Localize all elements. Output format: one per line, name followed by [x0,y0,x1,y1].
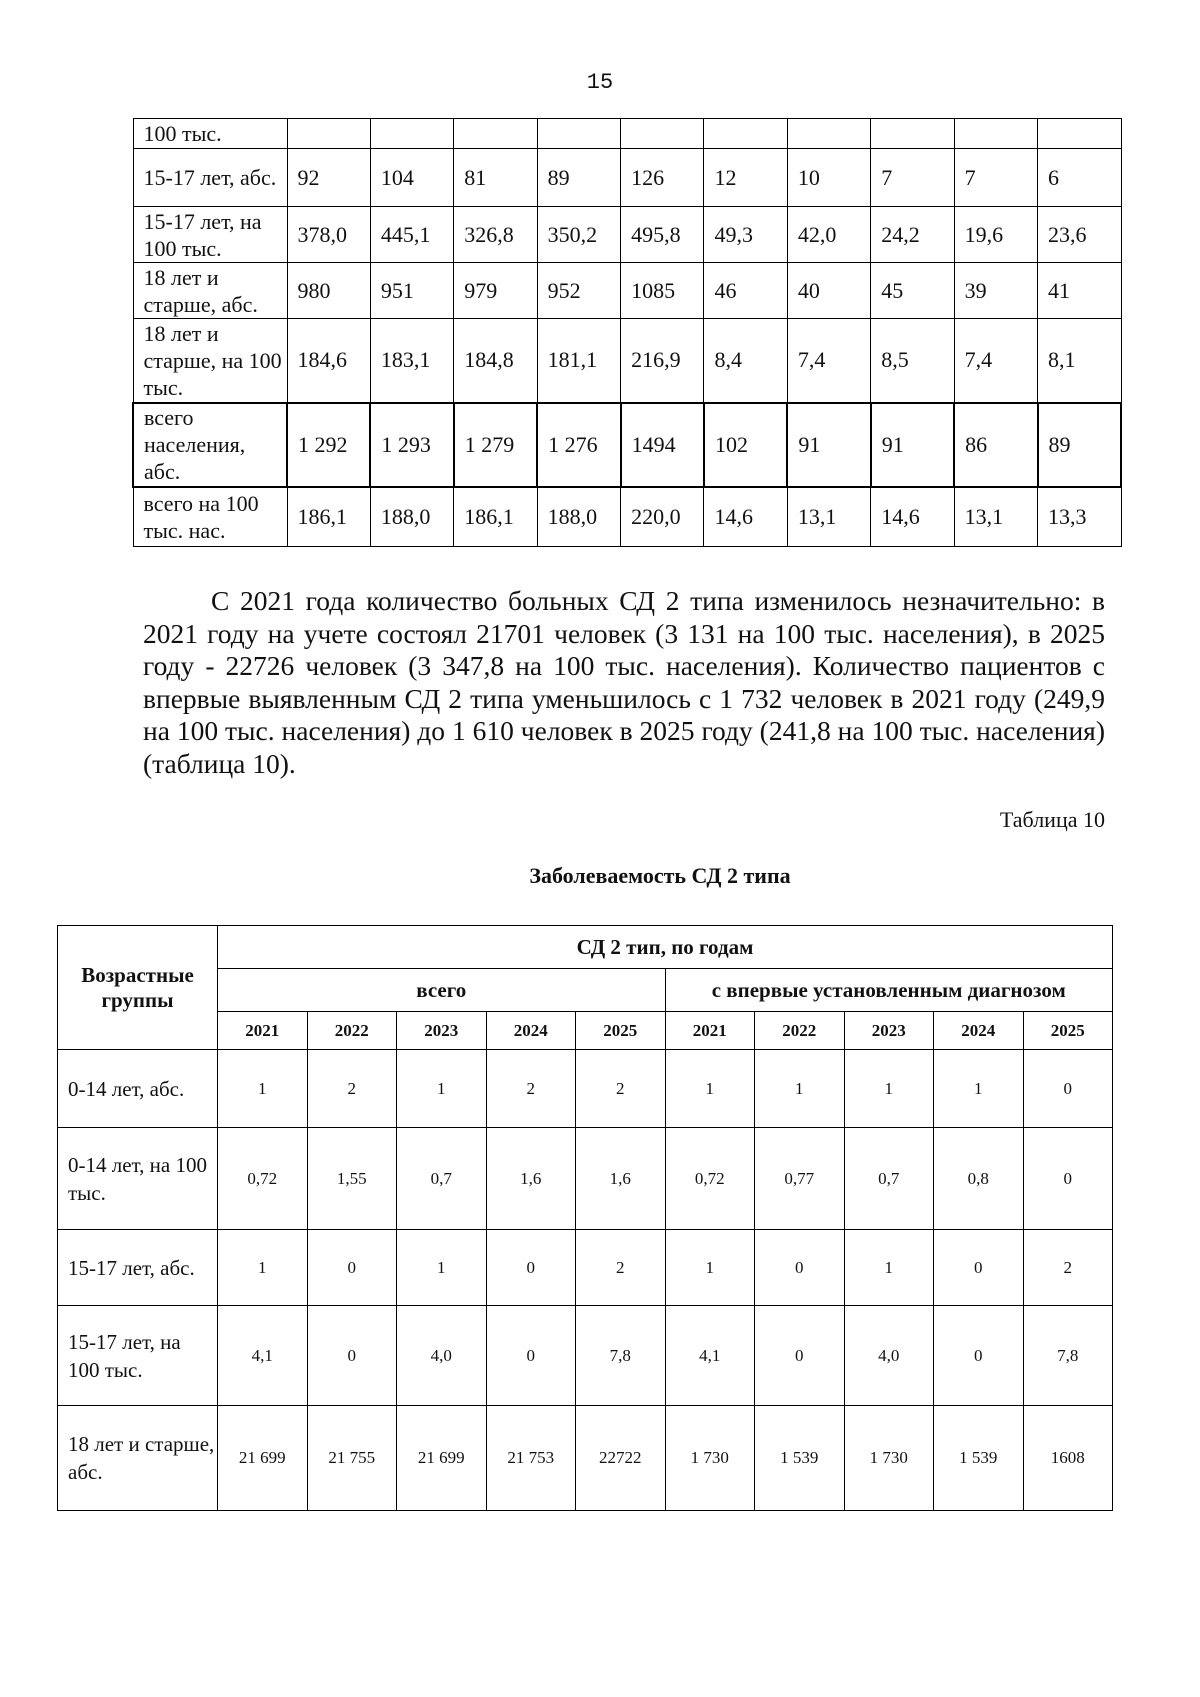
table-cell: 980 [287,263,370,319]
table-cell: 0 [755,1230,845,1306]
table-row [133,403,1121,487]
table-cell: 0,77 [755,1128,845,1230]
table-cell: 0 [307,1306,397,1406]
table-cell: 495,8 [621,207,704,263]
table-title: Заболеваемость СД 2 типа [529,863,791,888]
table-cell: 6 [1038,149,1121,207]
table-cell [537,119,620,149]
table-cell: 1 [665,1230,755,1306]
table-cell: 14,6 [871,487,954,547]
table-cell: 1 730 [844,1406,934,1511]
table-cell: 2 [576,1230,666,1306]
table-caption: Таблица 10 [999,807,1105,832]
table-cell: 1 [844,1230,934,1306]
table-cell: 1 [665,1050,755,1128]
table-cell: 952 [537,263,620,319]
year-header: 2025 [576,1012,666,1050]
table-cell: 1608 [1023,1406,1113,1511]
table-cell: 181,1 [537,319,620,403]
table-cell: 951 [370,263,453,319]
table-cell: 1 [934,1050,1024,1128]
table-cell: 0 [486,1306,576,1406]
table-cell: 184,6 [287,319,370,403]
row-label: 0-14 лет, абс. [58,1050,218,1128]
table-cell: 46 [704,263,787,319]
table-row [133,119,1121,149]
table-cell: 0,7 [844,1128,934,1230]
table-cell: 184,8 [454,319,537,403]
table-cell: 1 [218,1230,308,1306]
table-cell: 0 [486,1230,576,1306]
year-header: 2022 [307,1012,397,1050]
table-cell: 91 [787,403,870,487]
table-row [133,263,1121,319]
table-cell: 4,1 [665,1306,755,1406]
year-header: 2023 [397,1012,487,1050]
row-label: 15-17 лет, абс. [58,1230,218,1306]
table-cell: 188,0 [537,487,620,547]
table-cell: 378,0 [287,207,370,263]
table-cell: 1494 [621,403,704,487]
table-cell: 2 [576,1050,666,1128]
row-label: 18 лет и старше, абс. [58,1406,218,1511]
table-cell: 92 [287,149,370,207]
table-cell: 1,6 [576,1128,666,1230]
table-cell: 0 [1023,1128,1113,1230]
table-cell: 10 [787,149,870,207]
table-cell: 8,5 [871,319,954,403]
row-label: 15-17 лет, на 100 тыс. [133,207,287,263]
year-header: 2024 [934,1012,1024,1050]
table-cell: 41 [1038,263,1121,319]
age-groups-header: Возрастные группы [58,926,218,1050]
body-paragraph: С 2021 года количество больных СД 2 типа изменилось незначительно: в 2021 году на учете состоял 21701 человек (3 131 на 100 тыс. населения), в 2025 году - 22726 человек (3 347,8 на 100 тыс. населения). Количество пациентов с впервые выявленным СД 2 типа уменьшилось с 1 732 человек в 2021 году (249,9 на 100 тыс. населения) до 1 610 человек в 2025 году (241,8 на 100 тыс. населения) (таблица 10). [143,585,1105,779]
table-cell: 23,6 [1038,207,1121,263]
table-cell: 21 699 [218,1406,308,1511]
row-label: 100 тыс. [133,119,287,149]
table-cell: 4,0 [844,1306,934,1406]
table-cell: 13,3 [1038,487,1121,547]
table-cell: 188,0 [370,487,453,547]
table-cell: 1 730 [665,1406,755,1511]
table-cell: 0 [755,1306,845,1406]
table-cell: 979 [454,263,537,319]
table-cell: 7,4 [954,319,1037,403]
table-cell [454,119,537,149]
table-cell: 1 [397,1230,487,1306]
table-cell: 1 293 [370,403,453,487]
table-cell: 1 539 [755,1406,845,1511]
table-row [133,487,1121,547]
table-row [58,1128,1113,1230]
table-cell [621,119,704,149]
group-new-header: с впервые установленным диагнозом [665,969,1113,1012]
table-row [58,1050,1113,1128]
table-cell: 1 279 [454,403,537,487]
table-cell: 14,6 [704,487,787,547]
table-cell: 1 [755,1050,845,1128]
row-label: 15-17 лет, абс. [133,149,287,207]
table-cell: 40 [787,263,870,319]
table-cell: 104 [370,149,453,207]
table-cell: 8,4 [704,319,787,403]
table-cell: 183,1 [370,319,453,403]
table-cell: 21 699 [397,1406,487,1511]
table-cell: 1 292 [287,403,370,487]
table-cell: 7 [871,149,954,207]
row-label: всего на 100 тыс. нас. [133,487,287,547]
table-cell: 445,1 [370,207,453,263]
table-cell: 42,0 [787,207,870,263]
incidence-table [57,925,1113,1511]
year-header: 2023 [844,1012,934,1050]
main-header: СД 2 тип, по годам [218,926,1113,969]
table-cell: 8,1 [1038,319,1121,403]
table-cell: 7,8 [1023,1306,1113,1406]
table-cell: 0 [307,1230,397,1306]
year-header: 2024 [486,1012,576,1050]
table-cell: 91 [871,403,954,487]
row-label: 18 лет и старше, на 100 тыс. [133,319,287,403]
table-cell: 19,6 [954,207,1037,263]
table-cell: 102 [704,403,787,487]
table-cell: 7,8 [576,1306,666,1406]
table-cell: 22722 [576,1406,666,1511]
table-cell: 0 [1023,1050,1113,1128]
table-cell: 350,2 [537,207,620,263]
year-header: 2021 [218,1012,308,1050]
table-continuation [132,118,1122,547]
table-cell: 45 [871,263,954,319]
row-label: 18 лет и старше, абс. [133,263,287,319]
table-cell: 326,8 [454,207,537,263]
table-cell: 1 [397,1050,487,1128]
table-cell [871,119,954,149]
table-cell: 186,1 [454,487,537,547]
table-cell [1038,119,1121,149]
table-cell: 7 [954,149,1037,207]
table-cell: 39 [954,263,1037,319]
table-cell [954,119,1037,149]
table-cell: 0 [934,1306,1024,1406]
page-number: 15 [586,70,614,95]
table-cell: 7,4 [787,319,870,403]
table-cell: 1085 [621,263,704,319]
table-row [58,1406,1113,1511]
table-cell: 126 [621,149,704,207]
table-cell: 2 [1023,1230,1113,1306]
table-cell: 2 [486,1050,576,1128]
table-cell: 86 [954,403,1037,487]
group-total-header: всего [218,969,666,1012]
table-cell: 0,72 [218,1128,308,1230]
table-cell [370,119,453,149]
table-row [133,207,1121,263]
table-cell: 0,7 [397,1128,487,1230]
table-cell: 1,55 [307,1128,397,1230]
table-cell: 21 755 [307,1406,397,1511]
year-header: 2022 [755,1012,845,1050]
table-cell: 1 [844,1050,934,1128]
table-row [58,1230,1113,1306]
table-row [133,149,1121,207]
year-header: 2025 [1023,1012,1113,1050]
row-label: 0-14 лет, на 100 тыс. [58,1128,218,1230]
table-cell: 0 [934,1230,1024,1306]
year-header: 2021 [665,1012,755,1050]
table-cell: 220,0 [621,487,704,547]
table-cell: 13,1 [787,487,870,547]
table-cell: 24,2 [871,207,954,263]
table-cell: 81 [454,149,537,207]
table-cell: 4,1 [218,1306,308,1406]
row-label: 15-17 лет, на 100 тыс. [58,1306,218,1406]
table-cell: 216,9 [621,319,704,403]
table-cell: 1 [218,1050,308,1128]
table-cell: 89 [1038,403,1121,487]
table-cell [704,119,787,149]
table-cell: 0,72 [665,1128,755,1230]
table-cell: 89 [537,149,620,207]
table-cell: 1 539 [934,1406,1024,1511]
table-cell: 13,1 [954,487,1037,547]
table-cell: 0,8 [934,1128,1024,1230]
table-cell: 2 [307,1050,397,1128]
table-row [133,319,1121,403]
table-cell: 186,1 [287,487,370,547]
table-cell: 1,6 [486,1128,576,1230]
table-cell [287,119,370,149]
table-cell: 21 753 [486,1406,576,1511]
table-cell: 12 [704,149,787,207]
table-row [58,1306,1113,1406]
table-cell: 49,3 [704,207,787,263]
table-cell [787,119,870,149]
table-cell: 4,0 [397,1306,487,1406]
table-cell: 1 276 [537,403,620,487]
row-label: всего населения, абс. [133,403,287,487]
